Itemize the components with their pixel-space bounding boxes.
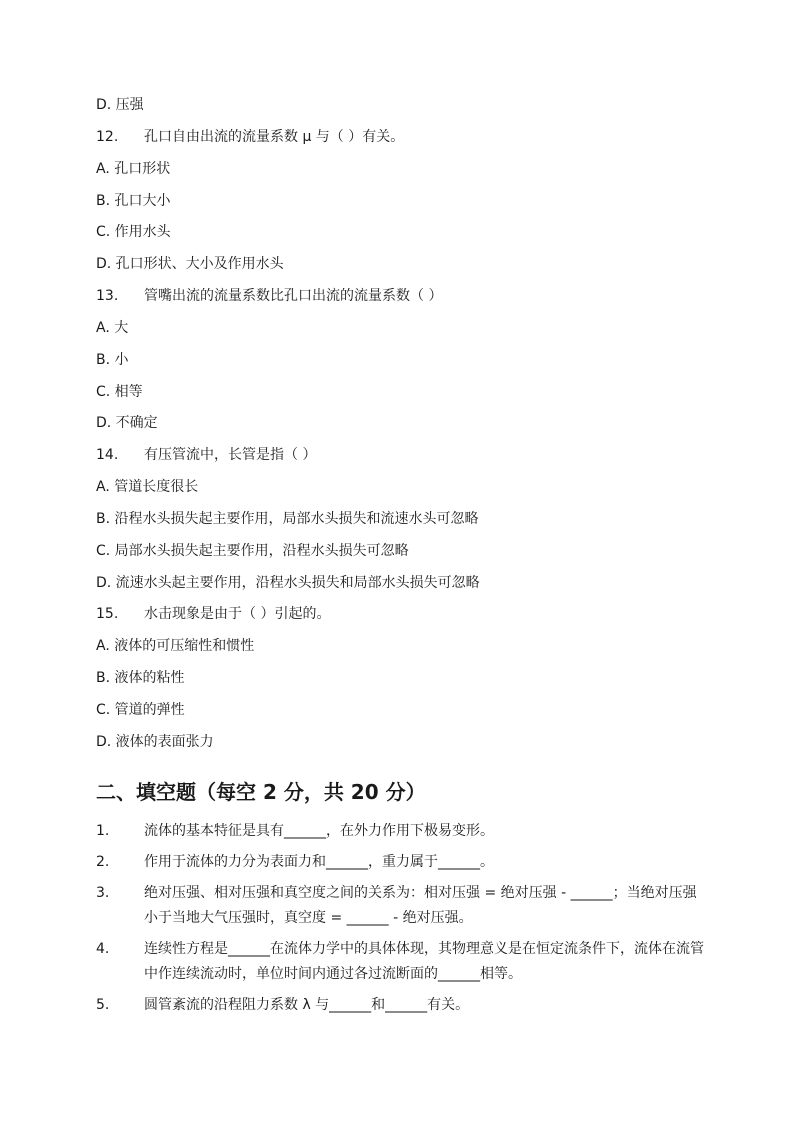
item-text: 连续性方程是______在流体力学中的具体体现，其物理意义是在恒定流条件下，流体在流管中作连续流动时，单位时间内通过各过流断面的______相等。	[144, 941, 704, 982]
question-number: 13.	[96, 288, 119, 304]
question-13	[96, 286, 442, 306]
option-line: B. 沿程水头损失起主要作用，局部水头损失和流速水头可忽略	[96, 511, 479, 527]
option-line: B. 小	[96, 352, 129, 368]
option-line: D. 流速水头起主要作用，沿程水头损失和局部水头损失可忽略	[96, 575, 480, 591]
question-text: 有压管流中，长管是指（ ）	[144, 447, 317, 463]
question-12	[96, 127, 404, 147]
question-number: 14.	[96, 447, 119, 463]
item-number: 5.	[96, 997, 110, 1013]
option-line: A. 大	[96, 320, 129, 336]
item-text: 流体的基本特征是具有______，在外力作用下极易变形。	[144, 823, 494, 839]
item-text: 作用于流体的力分为表面力和______，重力属于______。	[144, 854, 494, 870]
item-number: 4.	[96, 941, 110, 957]
fill-item-2	[96, 850, 706, 875]
option-line: C. 作用水头	[96, 224, 171, 240]
question-text: 孔口自由出流的流量系数 μ 与（ ）有关。	[144, 129, 405, 145]
section-heading: 二、填空题（每空 2 分，共 20 分）	[96, 780, 426, 804]
item-text: 绝对压强、相对压强和真空度之间的关系为：相对压强 = 绝对压强 - ______；当绝对压强小于当地大气压强时，真空度 = ______ - 绝对压强。	[144, 885, 697, 926]
option-line: D. 孔口形状、大小及作用水头	[96, 256, 284, 272]
fill-item-4	[96, 937, 706, 987]
question-text: 水击现象是由于（ ）引起的。	[144, 606, 331, 622]
fill-item-3	[96, 881, 706, 931]
option-line: C. 相等	[96, 384, 143, 400]
item-text: 圆管紊流的沿程阻力系数 λ 与______和______有关。	[144, 997, 470, 1013]
item-number: 2.	[96, 854, 110, 870]
item-number: 1.	[96, 823, 110, 839]
option-line: B. 液体的粘性	[96, 670, 185, 686]
item-number: 3.	[96, 885, 110, 901]
question-14	[96, 445, 316, 465]
option-line: D. 液体的表面张力	[96, 734, 214, 750]
option-line: C. 管道的弹性	[96, 702, 185, 718]
option-line: D. 不确定	[96, 415, 158, 431]
option-line: A. 管道长度很长	[96, 479, 199, 495]
option-line: A. 液体的可压缩性和惯性	[96, 638, 255, 654]
question-number: 15.	[96, 606, 119, 622]
question-number: 12.	[96, 129, 119, 145]
option-line: C. 局部水头损失起主要作用，沿程水头损失可忽略	[96, 543, 409, 559]
option-line: B. 孔口大小	[96, 193, 171, 209]
option-line: A. 孔口形状	[96, 161, 171, 177]
fill-item-1	[96, 819, 706, 844]
fill-item-5	[96, 993, 706, 1018]
question-15	[96, 604, 330, 624]
question-text: 管嘴出流的流量系数比孔口出流的流量系数（ ）	[144, 288, 443, 304]
option-line: D. 压强	[96, 97, 144, 113]
